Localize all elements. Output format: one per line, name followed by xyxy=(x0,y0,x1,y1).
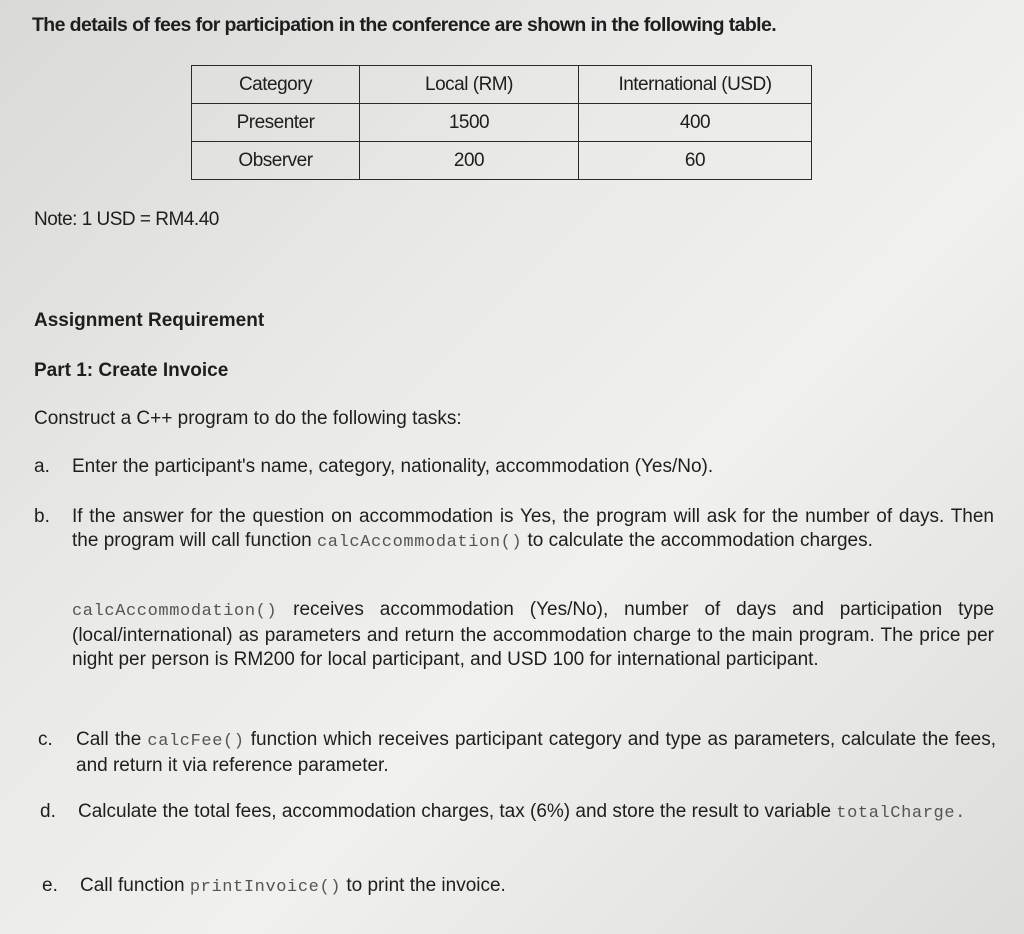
task-c xyxy=(38,728,996,780)
function-name-code: calcAccommodation() xyxy=(317,533,523,552)
task-text-after: function which receives participant category and type as parameters, calculate the fees, and return it via reference parameter. xyxy=(76,729,997,776)
task-d xyxy=(40,800,996,852)
task-text-before: If the answer for the question on accommodation is Yes, the program will ask for the number of days. Then the program will call function xyxy=(72,506,994,551)
header-international: International (USD) xyxy=(579,66,812,104)
task-b xyxy=(34,505,996,585)
task-detail-text xyxy=(72,598,994,672)
construct-text: Construct a C++ program to do the following tasks: xyxy=(34,408,462,429)
row-category: Presenter xyxy=(192,104,360,142)
task-marker: b. xyxy=(34,506,50,527)
task-marker: e. xyxy=(42,875,58,896)
task-marker: d. xyxy=(40,801,56,822)
table-row xyxy=(192,104,812,142)
row-local-fee: 1500 xyxy=(360,104,579,142)
variable-name-code: totalCharge. xyxy=(836,804,966,823)
task-b-detail xyxy=(72,598,996,702)
task-text-before: Call function xyxy=(80,875,185,896)
task-text xyxy=(80,874,980,900)
task-text xyxy=(76,728,996,778)
function-name-code: calcFee() xyxy=(147,732,245,751)
task-marker: a. xyxy=(34,456,50,477)
row-local-fee: 200 xyxy=(360,142,579,180)
task-text-before: Calculate the total fees, accommodation charges, tax (6%) and store the result to variable xyxy=(78,801,832,822)
task-text xyxy=(72,505,994,555)
function-name-code: calcAccommodation() xyxy=(72,602,278,621)
function-name-code: printInvoice() xyxy=(189,878,342,897)
row-international-fee: 400 xyxy=(579,104,812,142)
task-text-before: Call the xyxy=(76,729,142,750)
row-category: Observer xyxy=(192,142,360,180)
task-detail-body: receives accommodation (Yes/No), number of days and participation type (local/international) as parameters and return the accommodation charge to the main program. The price per night per person is RM200 for local participant, and USD 100 for international participant. xyxy=(72,599,995,670)
task-text xyxy=(78,800,996,826)
assignment-heading: Assignment Requirement xyxy=(34,310,265,331)
row-international-fee: 60 xyxy=(579,142,812,180)
table-row xyxy=(192,142,812,180)
intro-text: The details of fees for participation in the conference are shown in the following table. xyxy=(32,14,777,36)
header-local: Local (RM) xyxy=(360,66,579,104)
header-category: Category xyxy=(192,66,360,104)
fees-table xyxy=(191,65,812,180)
task-text: Enter the participant's name, category, nationality, accommodation (Yes/No). xyxy=(72,456,714,477)
exchange-rate-note: Note: 1 USD = RM4.40 xyxy=(34,209,219,230)
task-text-after: to print the invoice. xyxy=(346,875,506,896)
table-header-row xyxy=(192,66,812,104)
part1-heading: Part 1: Create Invoice xyxy=(34,360,229,381)
task-marker: c. xyxy=(38,729,53,750)
task-text-after: to calculate the accommodation charges. xyxy=(527,530,873,551)
task-e xyxy=(42,874,996,900)
task-a xyxy=(34,455,994,481)
